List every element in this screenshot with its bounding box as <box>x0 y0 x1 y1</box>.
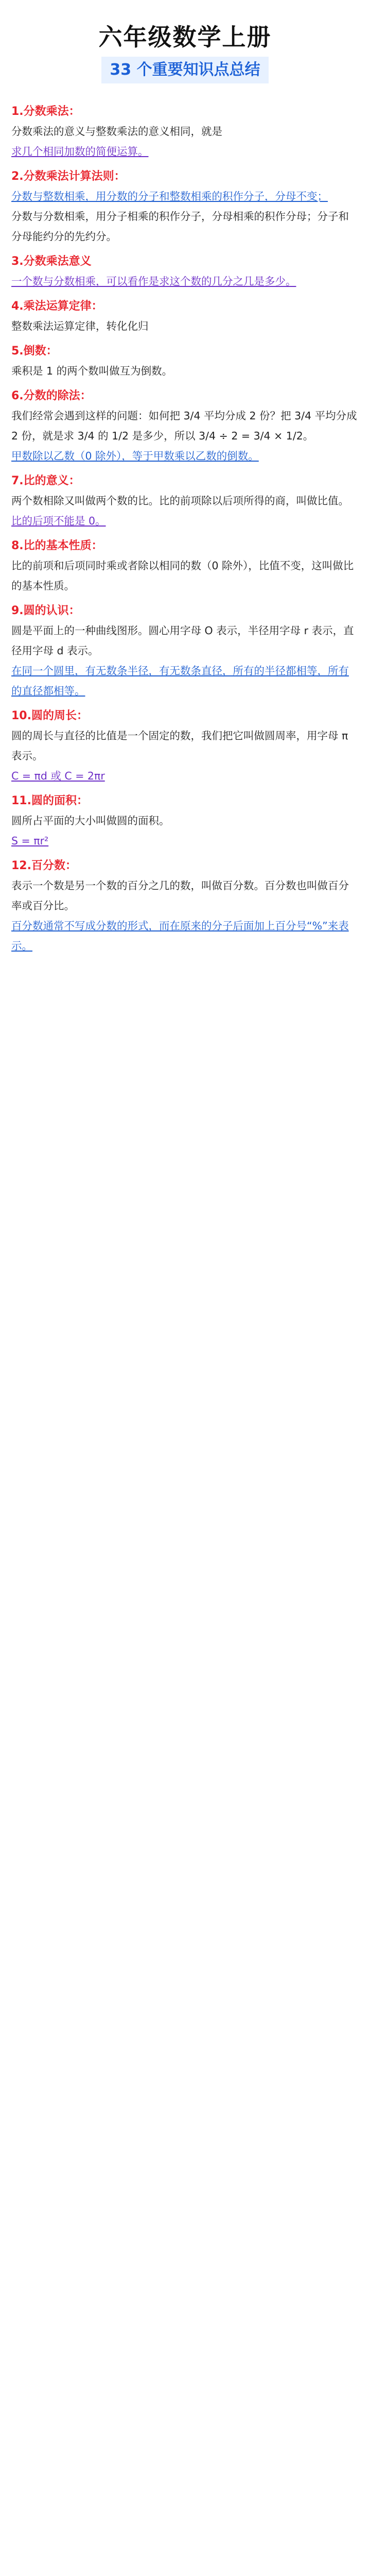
section-text-line: 求几个相同加数的简便运算。 <box>11 145 149 158</box>
section-text-line: 分数乘法的意义与整数乘法的意义相同，就是 <box>11 125 222 138</box>
section-heading: 1.分数乘法： <box>11 105 80 118</box>
section-heading: 12.百分数： <box>11 859 77 872</box>
section-text-line: 分数与整数相乘，用分数的分子和整数相乘的积作分子，分母不变； <box>11 190 328 202</box>
section-5 <box>11 342 359 381</box>
section-4 <box>11 297 359 336</box>
section-text-line: 圆所占平面的大小叫做圆的面积。 <box>11 815 170 827</box>
section-heading: 9.圆的认识： <box>11 604 80 617</box>
section-text-line: 在同一个圆里，有无数条半径，有无数条直径，所有的半径都相等，所有的直径都相等。 <box>11 665 349 697</box>
section-6 <box>11 386 359 466</box>
section-8 <box>11 536 359 596</box>
section-text-line: 分数与分数相乘，用分子相乘的积作分子，分母相乘的积作分母；分子和分母能约分的先约分。 <box>11 210 349 243</box>
page-title: 六年级数学上册 <box>98 23 272 51</box>
section-9 <box>11 601 359 701</box>
section-1 <box>11 102 359 162</box>
section-heading: 8.比的基本性质： <box>11 539 103 552</box>
section-7 <box>11 471 359 531</box>
section-heading: 10.圆的周长： <box>11 709 88 722</box>
section-text-line: 百分数通常不写成分数的形式，而在原来的分子后面加上百分号“%”来表示。 <box>11 920 349 952</box>
sections-container <box>11 102 359 956</box>
section-heading: 3.分数乘法意义 <box>11 255 92 268</box>
section-2 <box>11 167 359 247</box>
section-text-line: C = πd 或 C = 2πr <box>11 770 105 782</box>
section-text-line: 圆的周长与直径的比值是一个固定的数，我们把它叫做圆周率，用字母 π 表示。 <box>11 730 348 762</box>
section-11 <box>11 791 359 851</box>
section-text-line: 甲数除以乙数（0 除外），等于甲数乘以乙数的倒数。 <box>11 450 259 462</box>
page-subtitle: 33 个重要知识点总结 <box>101 57 268 83</box>
section-10 <box>11 706 359 786</box>
section-heading: 5.倒数： <box>11 345 58 358</box>
subtitle-wrap <box>11 57 359 83</box>
section-heading: 11.圆的面积： <box>11 794 88 807</box>
section-12 <box>11 856 359 956</box>
section-3 <box>11 252 359 292</box>
section-text-line: 圆是平面上的一种曲线图形。圆心用字母 O 表示，半径用字母 r 表示，直径用字母 d 表示。 <box>11 624 354 657</box>
section-heading: 6.分数的除法： <box>11 389 92 402</box>
section-text-line: 表示一个数是另一个数的百分之几的数，叫做百分数。百分数也叫做百分率或百分比。 <box>11 879 349 912</box>
section-heading: 4.乘法运算定律： <box>11 300 103 313</box>
section-heading: 2.分数乘法计算法则： <box>11 170 126 183</box>
section-text-line: 两个数相除又叫做两个数的比。比的前项除以后项所得的商，叫做比值。 <box>11 495 349 507</box>
section-text-line: 比的后项不能是 0。 <box>11 515 106 527</box>
section-text-line: 整数乘法运算定律，转化化归 <box>11 320 149 332</box>
section-text-line: S = πr² <box>11 835 49 847</box>
section-text-line: 比的前项和后项同时乘或者除以相同的数（0 除外），比值不变，这叫做比的基本性质。 <box>11 560 354 592</box>
section-heading: 7.比的意义： <box>11 474 80 487</box>
section-text-line: 一个数与分数相乘，可以看作是求这个数的几分之几是多少。 <box>11 275 296 287</box>
section-text-line: 我们经常会遇到这样的问题：如何把 3/4 平均分成 2 份？把 3/4 平均分成 2 份，就是求 3/4 的 1/2 是多少，所以 3/4 ÷ 2 = 3/4 × 1/2。 <box>11 410 357 442</box>
section-text-line: 乘积是 1 的两个数叫做互为倒数。 <box>11 365 173 377</box>
